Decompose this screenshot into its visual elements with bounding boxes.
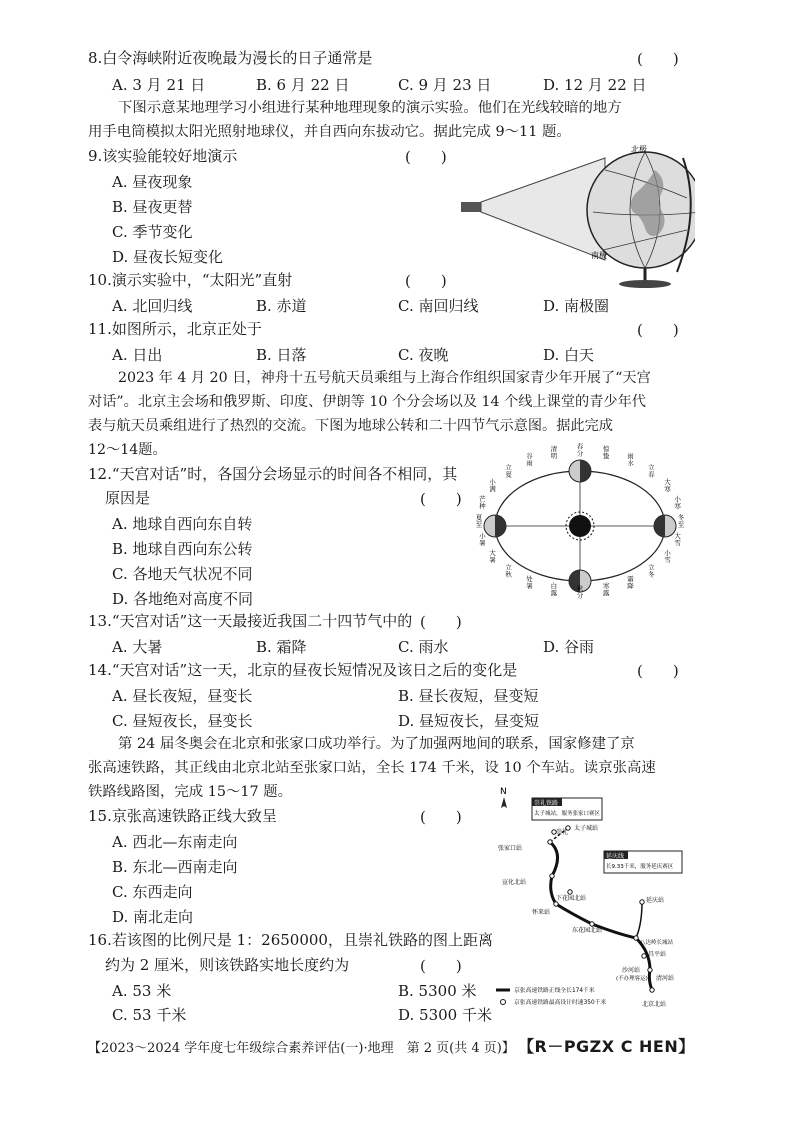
intro-12-line2: 对话”。北京主会场和俄罗斯、印度、伊朗等 10 个分会场以及 14 个线上课堂的青少年代 — [88, 394, 646, 410]
question-12-line2: 原因是 — [105, 489, 151, 507]
question-10: 10.演示实验中，“太阳光”直射 — [88, 271, 293, 289]
q8-option-a: A. 3 月 21 日 — [112, 76, 206, 94]
solar-term-label: 白露 — [550, 582, 558, 598]
earth-spring — [569, 460, 591, 482]
answer-paren-15: ( ) — [420, 808, 462, 826]
north-arrow-icon — [500, 787, 507, 808]
question-14: 14.“天宫对话”这一天，北京的昼夜长短情况及该日之后的变化是 — [88, 661, 518, 679]
q16-option-a: A. 53 米 — [112, 982, 172, 1000]
legend-station: 京张高速铁路最高设计时速350千米 — [514, 1000, 607, 1006]
question-13: 13.“天宫对话”这一天最接近我国二十四节气中的 — [88, 612, 413, 630]
intro-15-line2: 张高速铁路，其正线由北京北站至张家口站，全长 174 千米，设 10 个车站。读京张高速 — [88, 760, 656, 776]
solar-term-label: 冬至 — [677, 513, 685, 529]
solar-term-label: 雨水 — [627, 452, 634, 467]
intro-12-line3: 表与航天员乘组进行了热烈的交流。下图为地球公转和二十四节气示意图。据此完成 — [88, 418, 613, 434]
solar-term-label: 立秋 — [505, 563, 512, 579]
yanqing-line — [636, 902, 642, 938]
yanqing-box-title: 延庆线 — [606, 853, 625, 860]
q10-option-d: D. 南极圈 — [543, 297, 610, 315]
intro-9-line1: 下图示意某地理学习小组进行某种地理现象的演示实验。他们在光线较暗的地方 — [118, 100, 622, 116]
solar-term-label: 小寒 — [674, 495, 681, 511]
solar-term-label: 立冬 — [648, 563, 655, 579]
sun-icon — [566, 512, 594, 540]
answer-paren-11: ( ) — [637, 321, 679, 339]
question-11: 11.如图所示，北京正处于 — [88, 320, 262, 338]
q15-option-c: C. 东西走向 — [112, 883, 193, 901]
q8-option-c: C. 9 月 23 日 — [398, 76, 492, 94]
q11-option-a: A. 日出 — [112, 346, 163, 364]
q14-option-d: D. 昼短夜长，昼变短 — [398, 712, 540, 730]
solar-term-label: 霜降 — [627, 575, 634, 590]
solar-term-label: 大暑 — [489, 549, 496, 564]
q15-option-b: B. 东北—西南走向 — [112, 858, 238, 876]
solar-term-label: 清明 — [550, 444, 558, 460]
station-qinghe: 清河站 — [656, 975, 675, 982]
intro-12-line4: 12～14题。 — [88, 442, 167, 458]
answer-paren-13: ( ) — [420, 613, 462, 631]
solar-term-label: 寒露 — [602, 582, 610, 598]
q12-option-d: D. 各地绝对高度不同 — [112, 590, 254, 608]
solar-term-label: 小暑 — [479, 531, 486, 547]
page-footer: 【2023～2024 学年度七年级综合素养评估(一)·地理 第 2 页(共 4 页)】 — [88, 1041, 515, 1056]
solar-term-label: 芒种 — [479, 495, 486, 511]
solar-term-label: 惊蛰 — [602, 444, 610, 460]
q8-option-b: B. 6 月 22 日 — [256, 76, 350, 94]
q14-option-c: C. 昼短夜长，昼变长 — [112, 712, 253, 730]
svg-text:N: N — [500, 787, 507, 797]
answer-paren-14: ( ) — [637, 662, 679, 680]
intro-9-line2: 用手电筒模拟太阳光照射地球仪，并自西向东拔动它。据此完成 9～11 题。 — [88, 124, 571, 140]
q9-option-b: B. 昼夜更替 — [112, 198, 193, 216]
station-shahe: 沙河站 — [622, 967, 641, 974]
station-beijing-north: 北京北站 — [642, 1001, 667, 1008]
intro-12-line1: 2023 年 4 月 20 日，神舟十五号航天员乘组与上海合作组织国家青少年开展了“天宫 — [118, 370, 651, 386]
answer-paren-16: ( ) — [420, 957, 462, 975]
q14-option-a: A. 昼长夜短，昼变长 — [112, 687, 253, 705]
station-huailai: 怀来站 — [532, 909, 551, 916]
solar-term-label: 秋分 — [576, 584, 584, 600]
solar-term-label: 谷雨 — [526, 452, 533, 467]
earth-summer — [484, 515, 506, 537]
station-taizicheng: 太子城站 — [574, 825, 599, 832]
solar-term-label: 立春 — [648, 463, 655, 479]
q10-option-b: B. 赤道 — [256, 297, 307, 315]
q13-option-d: D. 谷雨 — [543, 638, 595, 656]
question-9: 9.该实验能较好地演示 — [88, 147, 238, 165]
q12-option-a: A. 地球自西向东自转 — [112, 515, 253, 533]
q12-option-c: C. 各地天气状况不同 — [112, 565, 253, 583]
q10-option-a: A. 北回归线 — [112, 297, 193, 315]
solar-term-label: 春分 — [576, 442, 584, 458]
flashlight-icon — [461, 202, 481, 212]
yanqing-box-sub: 长9.33千米，服务延庆赛区 — [606, 864, 674, 870]
globe-label-north: 北极 — [631, 145, 647, 154]
answer-paren-9: ( ) — [405, 148, 447, 166]
solar-term-label: 小满 — [489, 478, 496, 493]
question-15: 15.京张高速铁路正线大致呈 — [88, 807, 277, 825]
globe-flashlight-figure — [455, 140, 695, 290]
q13-option-a: A. 大暑 — [112, 638, 163, 656]
q16-option-c: C. 53 千米 — [112, 1006, 187, 1024]
q9-option-a: A. 昼夜现象 — [112, 173, 193, 191]
q13-option-b: B. 霜降 — [256, 638, 307, 656]
solar-term-label: 处暑 — [526, 575, 533, 590]
station-zhangjiakou: 张家口站 — [498, 845, 523, 852]
solar-term-label: 小雪 — [664, 549, 671, 564]
station-donghuayuan-north: 东花园北站 — [572, 927, 603, 934]
q11-option-b: B. 日落 — [256, 346, 307, 364]
question-12-line1: 12.“天宫对话”时，各国分会场显示的时间各不相同，其 — [88, 465, 458, 483]
solar-term-label: 夏至 — [475, 513, 483, 529]
question-8: 8.白令海峡附近夜晚最为漫长的日子通常是 — [88, 49, 373, 67]
station-xiahuayuan-north: 下花园北站 — [556, 895, 587, 902]
chongli-box-sub: 太子城站，服务张家口赛区 — [534, 811, 601, 817]
q8-option-d: D. 12 月 22 日 — [543, 76, 647, 94]
station-changping: 昌平站 — [648, 951, 667, 958]
jingzhang-railway-map — [492, 784, 692, 1020]
q14-option-b: B. 昼长夜短，昼变短 — [398, 687, 539, 705]
legend-mainline: 京张高速铁路正线全长174千米 — [514, 988, 595, 994]
q12-option-b: B. 地球自西向东公转 — [112, 540, 253, 558]
answer-paren-12: ( ) — [420, 490, 462, 508]
q9-option-d: D. 昼夜长短变化 — [112, 248, 224, 266]
q16-option-d: D. 5300 千米 — [398, 1006, 492, 1024]
q9-option-c: C. 季节变化 — [112, 223, 193, 241]
paper-code: 【R－PGZX C HEN】 — [518, 1037, 695, 1056]
solar-term-label: 立夏 — [505, 463, 512, 479]
q10-option-c: C. 南回归线 — [398, 297, 479, 315]
solar-term-label: 大寒 — [664, 478, 671, 493]
station-badaling: 八达岭长城站 — [640, 940, 674, 946]
station-xuanhua-north: 宣化北站 — [502, 879, 527, 886]
globe-label-south: 南极 — [591, 251, 607, 260]
station-yanqing: 延庆站 — [646, 897, 665, 904]
q11-option-d: D. 白天 — [543, 346, 595, 364]
q16-option-b: B. 5300 米 — [398, 982, 477, 1000]
intro-15-line1: 第 24 届冬奥会在北京和张家口成功举行。为了加强两地间的联系，国家修建了京 — [118, 736, 635, 752]
q15-option-a: A. 西北—东南走向 — [112, 833, 238, 851]
answer-paren-8: ( ) — [637, 50, 679, 68]
q13-option-c: C. 雨水 — [398, 638, 449, 656]
q15-option-d: D. 南北走向 — [112, 908, 194, 926]
station-shahe-note: (不办理客运) — [616, 976, 648, 982]
intro-15-line3: 铁路线路图，完成 15～17 题。 — [88, 784, 293, 800]
q11-option-c: C. 夜晚 — [398, 346, 449, 364]
answer-paren-10: ( ) — [405, 272, 447, 290]
station-chongli: 崇礼 — [556, 829, 569, 836]
orbit-solar-terms-figure — [470, 436, 692, 614]
earth-winter — [654, 515, 676, 537]
question-16-line1: 16.若该图的比例尺是 1：2650000，且崇礼铁路的图上距离 — [88, 931, 493, 949]
chongli-box-title: 崇礼铁路 — [534, 800, 559, 807]
question-16-line2: 约为 2 厘米，则该铁路实地长度约为 — [105, 956, 350, 974]
solar-term-label: 大雪 — [674, 531, 681, 547]
